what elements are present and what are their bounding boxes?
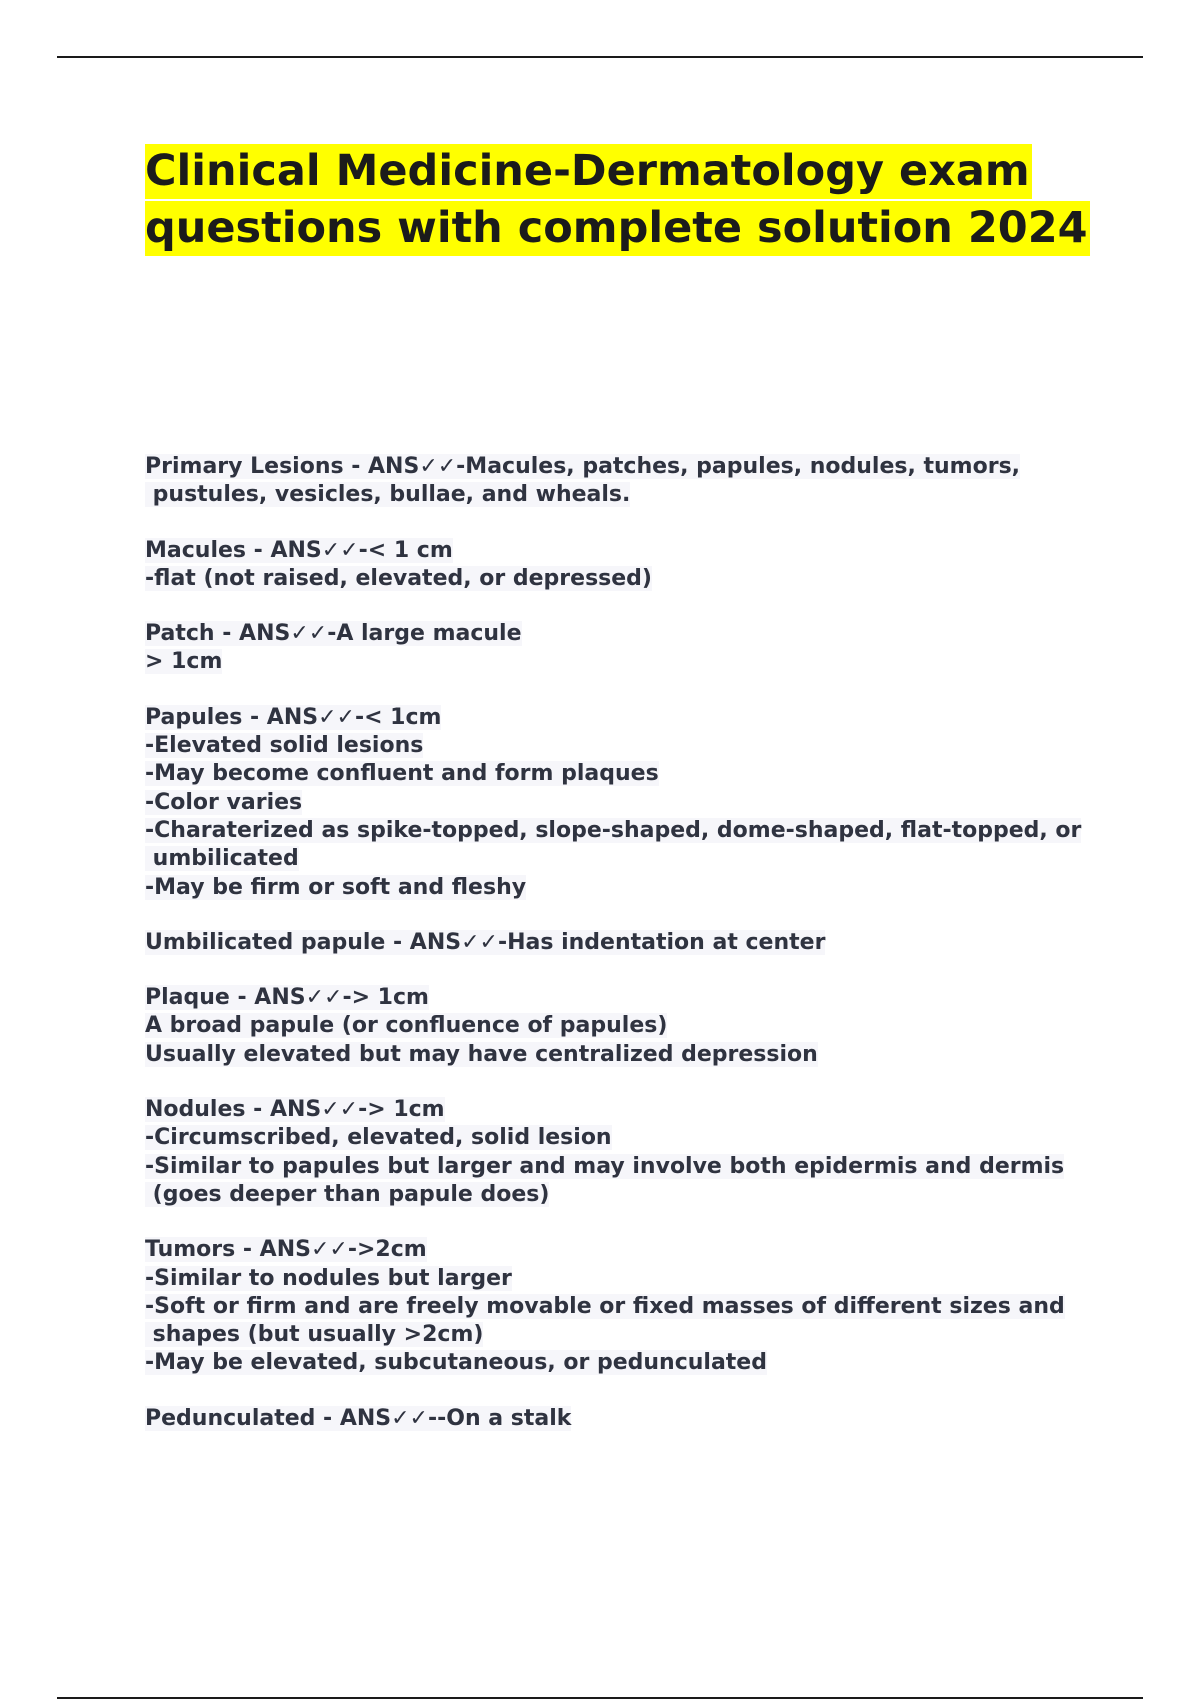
- entry-detail-line: [145, 1153, 1065, 1181]
- entry-term-line: [145, 984, 1045, 1012]
- entry-detail-line: [145, 481, 1045, 509]
- entry-detail-line: [145, 874, 1045, 902]
- entry-text: Umbilicated papule - ANS✓✓-Has indentation at center: [145, 929, 826, 955]
- entry-text: Papules - ANS✓✓-< 1cm: [145, 704, 442, 730]
- title-line-2: questions with complete solution 2024: [145, 201, 1090, 256]
- entry-detail-line: [145, 1041, 1045, 1069]
- entry-detail-line: [145, 1321, 1045, 1349]
- entry-text: -Color varies: [145, 789, 303, 815]
- entry-detail-line: [145, 1012, 1045, 1040]
- qa-entries: [145, 453, 1082, 1460]
- entry-text: Tumors - ANS✓✓->2cm: [145, 1237, 427, 1263]
- entry-text: > 1cm: [145, 649, 223, 675]
- entry-detail-line: [145, 1181, 1045, 1209]
- entry-term-line: [145, 704, 1045, 732]
- qa-entry: [145, 1236, 1065, 1377]
- entry-term-line: [145, 620, 1045, 648]
- entry-text: Patch - ANS✓✓-A large macule: [145, 621, 522, 647]
- entry-detail-line: [145, 1293, 1065, 1321]
- entry-detail-line: [145, 732, 1045, 760]
- entry-term-line: [145, 1096, 1045, 1124]
- entry-text: Pedunculated - ANS✓✓--On a stalk: [145, 1405, 572, 1431]
- qa-entry: [145, 984, 1045, 1069]
- entry-text: A broad papule (or confluence of papules): [145, 1013, 668, 1039]
- entry-text: -Circumscribed, elevated, solid lesion: [145, 1125, 612, 1151]
- entry-detail-line: [145, 1124, 1045, 1152]
- entry-text: Nodules - ANS✓✓-> 1cm: [145, 1097, 445, 1123]
- entry-detail-line: [145, 648, 1045, 676]
- entry-text: Usually elevated but may have centralized depression: [145, 1041, 818, 1067]
- entry-text: -May be elevated, subcutaneous, or pedunculated: [145, 1350, 767, 1376]
- entry-detail-line: [145, 760, 1045, 788]
- document-title: [145, 143, 1095, 257]
- entry-term-line: [145, 1236, 1045, 1264]
- qa-entry: [145, 929, 1045, 957]
- qa-entry: [145, 704, 1082, 902]
- entry-text: shapes (but usually >2cm): [145, 1322, 484, 1348]
- entry-text: -flat (not raised, elevated, or depressed): [145, 565, 652, 591]
- entry-detail-line: [145, 817, 1082, 845]
- entry-text: -Similar to nodules but larger: [145, 1265, 512, 1291]
- entry-text: -May be firm or soft and fleshy: [145, 874, 527, 900]
- entry-detail-line: [145, 789, 1045, 817]
- qa-entry: [145, 1096, 1065, 1209]
- qa-entry: [145, 537, 1045, 594]
- footer-rule: [57, 1697, 1143, 1699]
- header-rule: [57, 56, 1143, 58]
- entry-text: Primary Lesions - ANS✓✓-Macules, patches, papules, nodules, tumors,: [145, 454, 1021, 479]
- entry-term-line: [145, 537, 1045, 565]
- entry-text: Macules - ANS✓✓-< 1 cm: [145, 537, 453, 563]
- entry-detail-line: [145, 845, 1045, 873]
- entry-detail-line: [145, 565, 1045, 593]
- entry-detail-line: [145, 1349, 1045, 1377]
- entry-detail-line: [145, 1265, 1045, 1293]
- entry-text: -Elevated solid lesions: [145, 733, 424, 759]
- entry-text: (goes deeper than papule does): [145, 1181, 550, 1207]
- qa-entry: [145, 453, 1045, 510]
- entry-term-line: [145, 929, 1045, 957]
- entry-term-line: [145, 1405, 1045, 1433]
- entry-text: -Similar to papules but larger and may involve both epidermis and dermis: [145, 1153, 1065, 1179]
- title-line-1: Clinical Medicine-Dermatology exam: [145, 144, 1032, 199]
- entry-text: pustules, vesicles, bullae, and wheals.: [145, 482, 631, 508]
- entry-text: -Soft or firm and are freely movable or fixed masses of different sizes and: [145, 1293, 1065, 1319]
- qa-entry: [145, 1405, 1045, 1433]
- entry-term-line: [145, 453, 1045, 481]
- qa-entry: [145, 620, 1045, 677]
- entry-text: Plaque - ANS✓✓-> 1cm: [145, 985, 429, 1011]
- entry-text: -May become confluent and form plaques: [145, 761, 659, 787]
- entry-text: -Charaterized as spike-topped, slope-shaped, dome-shaped, flat-topped, or: [145, 817, 1082, 843]
- entry-text: umbilicated: [145, 846, 299, 872]
